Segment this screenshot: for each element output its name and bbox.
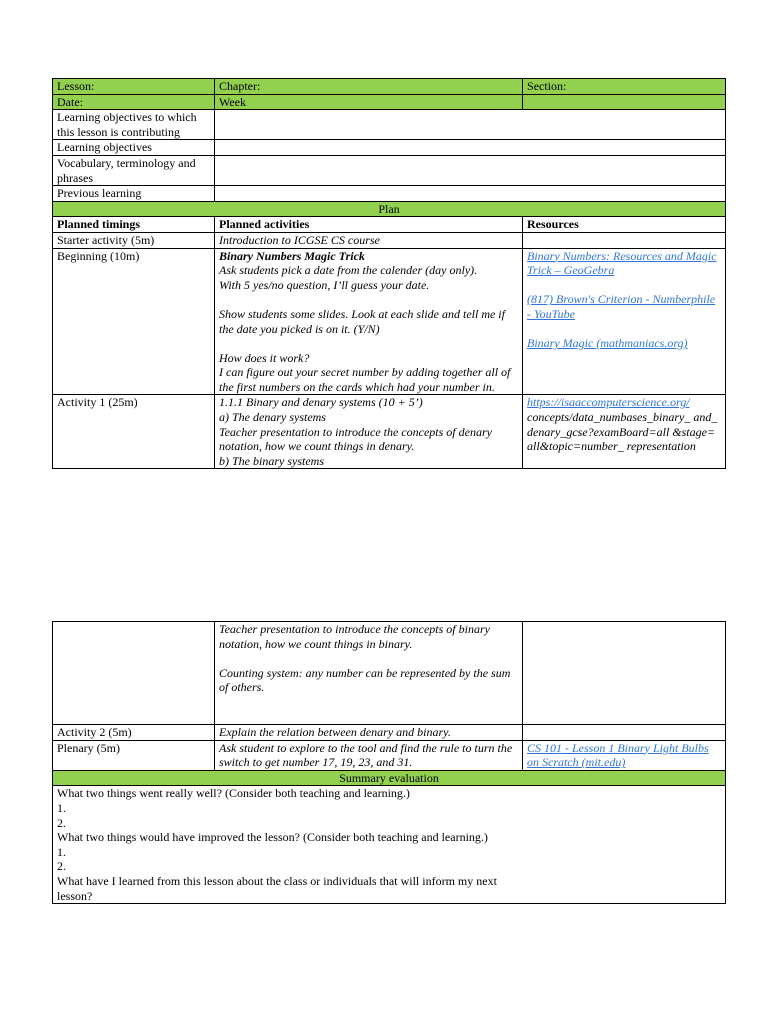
beginning-row <box>53 248 726 395</box>
objectives-contributing-label: Learning objectives to which this lesson is contributing <box>53 110 215 140</box>
section-label: Section: <box>523 79 726 95</box>
summary-line: What two things went really well? (Consider both teaching and learning.) <box>57 786 410 801</box>
vocabulary-row <box>53 155 726 185</box>
chapter-label: Chapter: <box>215 79 523 95</box>
summary-line: What two things would have improved the lesson? (Consider both teaching and learning.) <box>57 830 488 845</box>
activity1-continued-row <box>53 622 726 725</box>
summary-body-row <box>53 786 726 904</box>
activity-slides-text: Show students some slides. Look at each slide and tell me if the date you picked is on it. (Y/N) <box>219 306 505 336</box>
plan-header-row <box>53 201 726 217</box>
activity2-activity: Explain the relation between denary and binary. <box>215 725 523 741</box>
activity-line: 1.1.1 Binary and denary systems (10 + 5’) <box>219 395 423 410</box>
beginning-resources <box>523 248 726 395</box>
starter-row <box>53 232 726 248</box>
beginning-timing: Beginning (10m) <box>53 248 215 395</box>
activity-explanation: I can figure out your secret number by adding together all of the first numbers on the cards which had your number in. <box>219 365 511 394</box>
vocabulary-value <box>215 155 726 185</box>
plan-title: Plan <box>53 201 726 217</box>
activity-question: How does it work? <box>219 350 310 365</box>
plan-columns-row <box>53 217 726 233</box>
numberphile-link[interactable]: (817) Brown's Criterion - Numberphile - YouTube <box>527 292 716 321</box>
starter-activity: Introduction to ICGSE CS course <box>215 232 523 248</box>
activity-line: Teacher presentation to introduce the concepts of denary notation, how we count things in denary. <box>219 424 492 454</box>
previous-learning-row <box>53 186 726 202</box>
lesson-plan-table-bottom <box>52 621 726 904</box>
starter-timing: Starter activity (5m) <box>53 232 215 248</box>
activity-line: With 5 yes/no question, I’ll guess your date. <box>219 277 430 292</box>
objectives-label: Learning objectives <box>53 140 215 156</box>
activity1-continued-timing <box>53 622 215 725</box>
geogebra-link[interactable]: Binary Numbers: Resources and Magic Trick – GeoGebra <box>527 248 717 278</box>
activity1-continued-resources <box>523 622 726 725</box>
activity1-continued-activity <box>215 622 523 725</box>
summary-line: 1. <box>57 800 66 815</box>
column-planned-timings: Planned timings <box>53 217 215 233</box>
lesson-label: Lesson: <box>53 79 215 95</box>
vocabulary-label: Vocabulary, terminology and phrases <box>53 155 215 185</box>
activity1-timing: Activity 1 (25m) <box>53 395 215 469</box>
lesson-plan-table-top <box>52 78 726 469</box>
date-label: Date: <box>53 94 215 110</box>
summary-line: 2. <box>57 815 66 830</box>
activity1-resources <box>523 395 726 469</box>
week-label: Week <box>215 94 523 110</box>
plenary-activity: Ask student to explore to the tool and find the rule to turn the switch to get number 17, 19, 23, and 31. <box>215 740 523 770</box>
plenary-timing: Plenary (5m) <box>53 740 215 770</box>
beginning-activity <box>215 248 523 395</box>
objectives-contributing-value <box>215 110 726 140</box>
activity-line: a) The denary systems <box>219 410 326 425</box>
activity2-row <box>53 725 726 741</box>
starter-resources <box>523 232 726 248</box>
mathmaniacs-link[interactable]: Binary Magic (mathmaniacs.org) <box>527 336 688 351</box>
magic-trick-title: Binary Numbers Magic Trick <box>219 248 365 263</box>
activity2-timing: Activity 2 (5m) <box>53 725 215 741</box>
plenary-row <box>53 740 726 770</box>
previous-learning-label: Previous learning <box>53 186 215 202</box>
activity1-activity <box>215 395 523 469</box>
isaac-link-path: concepts/data_numbases_binary_ and_denary_gcse?examBoard=all &stage=all&topic=number_ representation <box>527 410 718 454</box>
activity1-row <box>53 395 726 469</box>
plenary-resources <box>523 740 726 770</box>
date-row-empty-cell <box>523 94 726 110</box>
previous-learning-value <box>215 186 726 202</box>
summary-title: Summary evaluation <box>53 770 726 786</box>
summary-line: 2. <box>57 859 66 874</box>
isaac-link[interactable]: https://isaaccomputerscience.org/ <box>527 395 690 410</box>
activity2-resources <box>523 725 726 741</box>
scratch-link[interactable]: CS 101 - Lesson 1 Binary Light Bulbs on Scratch (mit.edu) <box>527 740 709 770</box>
summary-body <box>53 786 726 904</box>
lesson-row <box>53 79 726 95</box>
date-row <box>53 94 726 110</box>
objectives-value <box>215 140 726 156</box>
summary-line: 1. <box>57 844 66 859</box>
column-planned-activities: Planned activities <box>215 217 523 233</box>
activity-line: Counting system: any number can be represented by the sum of others. <box>219 665 511 695</box>
activity-line: Ask students pick a date from the calender (day only). <box>219 263 478 278</box>
activity-line: Teacher presentation to introduce the concepts of binary notation, how we count things in binary. <box>219 622 490 651</box>
summary-line: What have I learned from this lesson about the class or individuals that will inform my next lesson? <box>57 873 497 903</box>
activity-line: b) The binary systems <box>219 453 324 468</box>
objectives-row <box>53 140 726 156</box>
column-resources: Resources <box>523 217 726 233</box>
summary-header-row <box>53 770 726 786</box>
objectives-contributing-row <box>53 110 726 140</box>
